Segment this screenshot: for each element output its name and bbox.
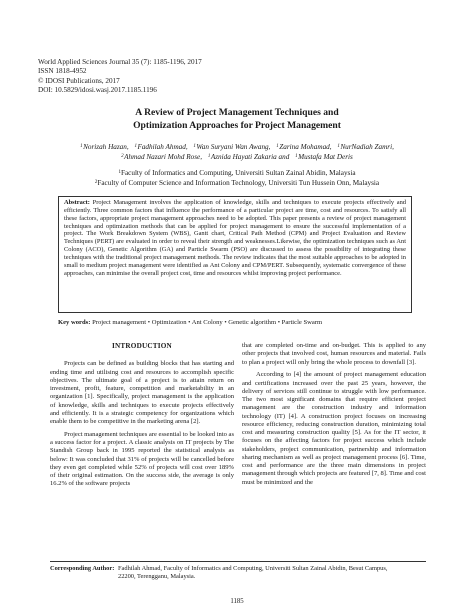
affiliation: $^1$Faculty of Informatics and Computing, Universiti Sultan Zainal Abidin, Malaysia <box>118 169 356 177</box>
corresponding-text <box>118 565 426 582</box>
footnote-rule <box>50 561 426 562</box>
paragraph: According to [4] the amount of project management education and certifications increased over the past 25 years, however, the delivery of services still continue to struggle with low performance. The two most significant domains that require efficient project management are the construction industry and information technology (IT) [4]. A construction project focuses on increasing resource efficiency, reducing construction duration, minimizing total cost and measuring construction quality [5]. As for the IT sector, it focuses on the affecting factors for project success which include stakeholders, project communication, partnership and information sharing mechanism as well as project management process [6]. Time, cost and performance are the three main dimensions in project management through which projects are featured [7, 8]. Time and cost must be minimized and the <box>242 371 426 486</box>
author: $^1$NurNadiah Zamri, <box>337 143 394 151</box>
affiliations <box>30 168 444 188</box>
abstract-box <box>58 196 412 313</box>
author: $^1$Zarina Mohamad, <box>276 143 332 151</box>
author: $^1$Norizah Hazan, <box>80 143 129 151</box>
journal-copyright: © IDOSI Publications, 2017 <box>38 76 120 85</box>
title-line-2: Optimization Approaches for Project Management <box>133 119 341 131</box>
corresponding-label: Corresponding Author: <box>50 565 115 572</box>
journal-citation: World Applied Sciences Journal 35 (7): 1185-1196, 2017 <box>38 58 202 66</box>
page-number: 1185 <box>230 598 244 605</box>
abstract-label: Abstract: <box>64 199 90 206</box>
corresponding-line-1: Fadhilah Ahmad, Faculty of Informatics and Computing, Universiti Sultan Zainal Abidin, Besut Campus, <box>118 565 388 572</box>
corresponding-line-2: 22200, Terengganu, Malaysia. <box>118 573 196 581</box>
author: $^1$Mustafa Mat Deris <box>295 153 353 161</box>
author: $^1$Aznida Hayati Zakaria and <box>207 153 290 161</box>
title-line-1: A Review of Project Management Techniques and <box>135 107 339 118</box>
section-heading: INTRODUCTION <box>112 342 172 350</box>
keywords-text: Project management • Optimization • Ant Colony • Genetic algorithm • Particle Swarm <box>92 319 323 326</box>
author-line-1 <box>30 142 444 152</box>
author-line-2 <box>30 152 444 162</box>
left-column <box>50 342 234 493</box>
paper-title <box>30 107 444 132</box>
author-list <box>30 142 444 162</box>
author: $^2$Ahmad Nazari Mohd Rose, <box>121 153 203 161</box>
abstract-text: Project Management involves the application of knowledge, skills and techniques to execute projects effectively and efficiently. Three common factors that influence the performance of a particular project are time, cost and resources. To satisfy all these factors, appropriate project management approaches need to be adopted. This paper presents a review of project management techniques and optimization methods that can be applied for project management to ensure the successful implementation of a project. The Work Breakdown System (WBS), Gantt chart, Critical Path Method (CPM) and Project Evaluation and Review Techniques (PERT) are evaluated in order to reveal their strength and weaknesses.Likewise, the optimization techniques such as Ant Colony (ACO), Genetic Algorithm (GA) and Particle Swarm (PSO) are discussed to assess the possibility of integrating these techniques with the traditional project management methods. The review indicates that the most suitable approaches to be adopted in small to medium project management were identified as Ant Colony and CPM/PERT. Subsequently, systematic convergence of these approaches, can minimise the overall project cost, time and resources whilst improving project performance. <box>64 199 406 277</box>
journal-doi: DOI: 10.5829/idosi.wasj.2017.1185.1196 <box>38 86 157 95</box>
journal-info <box>38 58 438 96</box>
author: $^1$Wan Suryani Wan Awang, <box>193 143 271 151</box>
paragraph: Project management techniques are essential to be looked into as a success factor for a project. A classic analysis on IT projects by The Standish Group back in 1995 reported the statistical analysis as below: It was concluded that 31% of projects will be cancelled before they even get completed while 52% of projects will cost over 189% of their original estimation. On the success side, the average is only 16.2% of the software projects <box>50 430 234 488</box>
keywords <box>58 319 418 327</box>
keywords-label: Key words: <box>58 319 91 326</box>
right-column <box>242 342 426 491</box>
author: $^1$Fadhilah Ahmad, <box>134 143 188 151</box>
paragraph: Projects can be defined as building blocks that has starting and ending time and utilising cost and resources to accomplish specific objectives. The ultimate goal of a project is to attain return on investment, profit, feature, competition and marketability in an organization [1]. Specifically, project management is the application of knowledge, skills and techniques to execute projects effectively and efficiently. It is a strategic competency for organizations which enable them to be competitive in the marketing arena [2]. <box>50 360 234 425</box>
journal-issn: ISSN 1818-4952 <box>38 67 87 76</box>
paragraph: that are completed on-time and on-budget. This is applied to any other projects that involved cost, human resources and material. Fails to plan a project will only bring the whole process to downfall [3]. <box>242 342 426 366</box>
affiliation: $^2$Faculty of Computer Science and Information Technology, Universiti Tun Hussein Onn, Malaysia <box>94 179 380 187</box>
